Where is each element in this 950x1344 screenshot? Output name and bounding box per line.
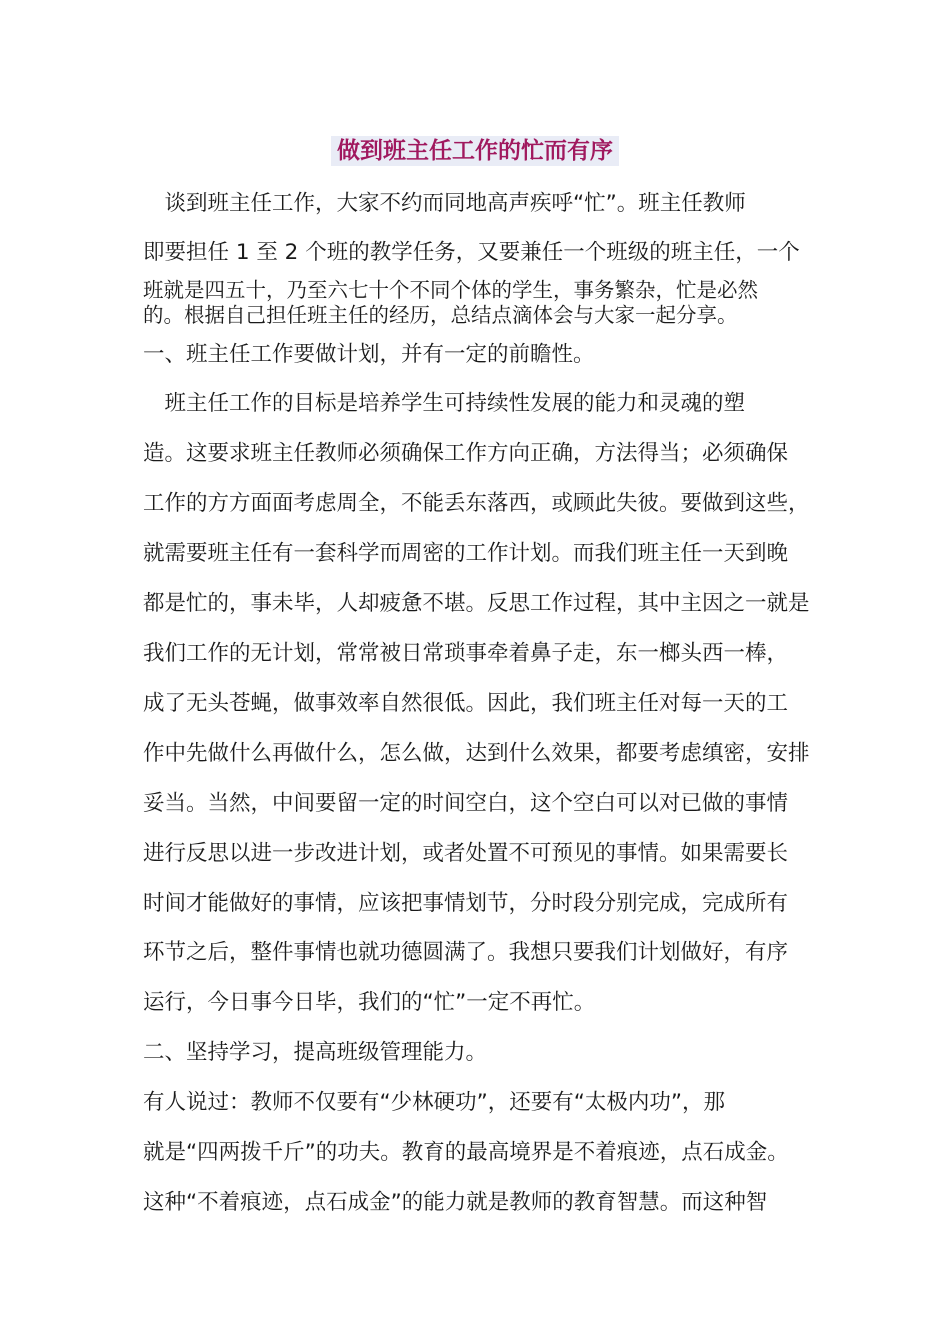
paragraph-line: 谈到班主任工作，大家不约而同地高声疾呼“忙”。班主任教师 [143, 191, 746, 216]
paragraph-line: 班主任工作的目标是培养学生可持续性发展的能力和灵魂的塑 [143, 391, 746, 416]
paragraph-line: 即要担任 1 至 2 个班的教学任务，又要兼任一个班级的班主任，一个 [143, 240, 800, 265]
paragraph-line: 成了无头苍蝇，做事效率自然很低。因此，我们班主任对每一天的工 [143, 691, 789, 716]
paragraph-line: 时间才能做好的事情，应该把事情划节，分时段分别完成，完成所有 [143, 891, 789, 916]
paragraph-line: 就是“四两拨千斤”的功夫。教育的最高境界是不着痕迹，点石成金。 [143, 1140, 789, 1165]
paragraph-line: 我们工作的无计划，常常被日常琐事牵着鼻子走，东一榔头西一棒， [143, 641, 789, 666]
paragraph-line: 这种“不着痕迹，点石成金”的能力就是教师的教育智慧。而这种智 [143, 1190, 768, 1215]
paragraph-line: 工作的方方面面考虑周全，不能丢东落西，或顾此失彼。要做到这些， [143, 491, 810, 516]
paragraph-line: 进行反思以进一步改进计划，或者处置不可预见的事情。如果需要长 [143, 841, 789, 866]
paragraph-line: 都是忙的，事未毕，人却疲惫不堪。反思工作过程，其中主因之一就是 [143, 591, 810, 616]
section-heading: 一、班主任工作要做计划，并有一定的前瞻性。 [143, 342, 595, 367]
paragraph-line: 班就是四五十，乃至六七十个不同个体的学生，事务繁杂，忙是必然 [143, 278, 758, 302]
paragraph-line: 造。这要求班主任教师必须确保工作方向正确，方法得当；必须确保 [143, 441, 789, 466]
paragraph-line: 有人说过：教师不仅要有“少林硬功”，还要有“太极内功”，那 [143, 1090, 726, 1115]
paragraph-line: 运行，今日事今日毕，我们的“忙”一定不再忙。 [143, 990, 596, 1015]
paragraph-line: 妥当。当然，中间要留一定的时间空白，这个空白可以对已做的事情 [143, 791, 789, 816]
document-title: 做到班主任工作的忙而有序 [0, 132, 950, 165]
section-heading: 二、坚持学习，提高班级管理能力。 [143, 1040, 488, 1065]
paragraph-line: 的。根据自己担任班主任的经历，总结点滴体会与大家一起分享。 [143, 303, 738, 327]
paragraph-line: 就需要班主任有一套科学而周密的工作计划。而我们班主任一天到晚 [143, 541, 789, 566]
paragraph-line: 作中先做什么再做什么，怎么做，达到什么效果，都要考虑缜密，安排 [143, 741, 810, 766]
paragraph-line: 环节之后，整件事情也就功德圆满了。我想只要我们计划做好，有序 [143, 940, 789, 965]
